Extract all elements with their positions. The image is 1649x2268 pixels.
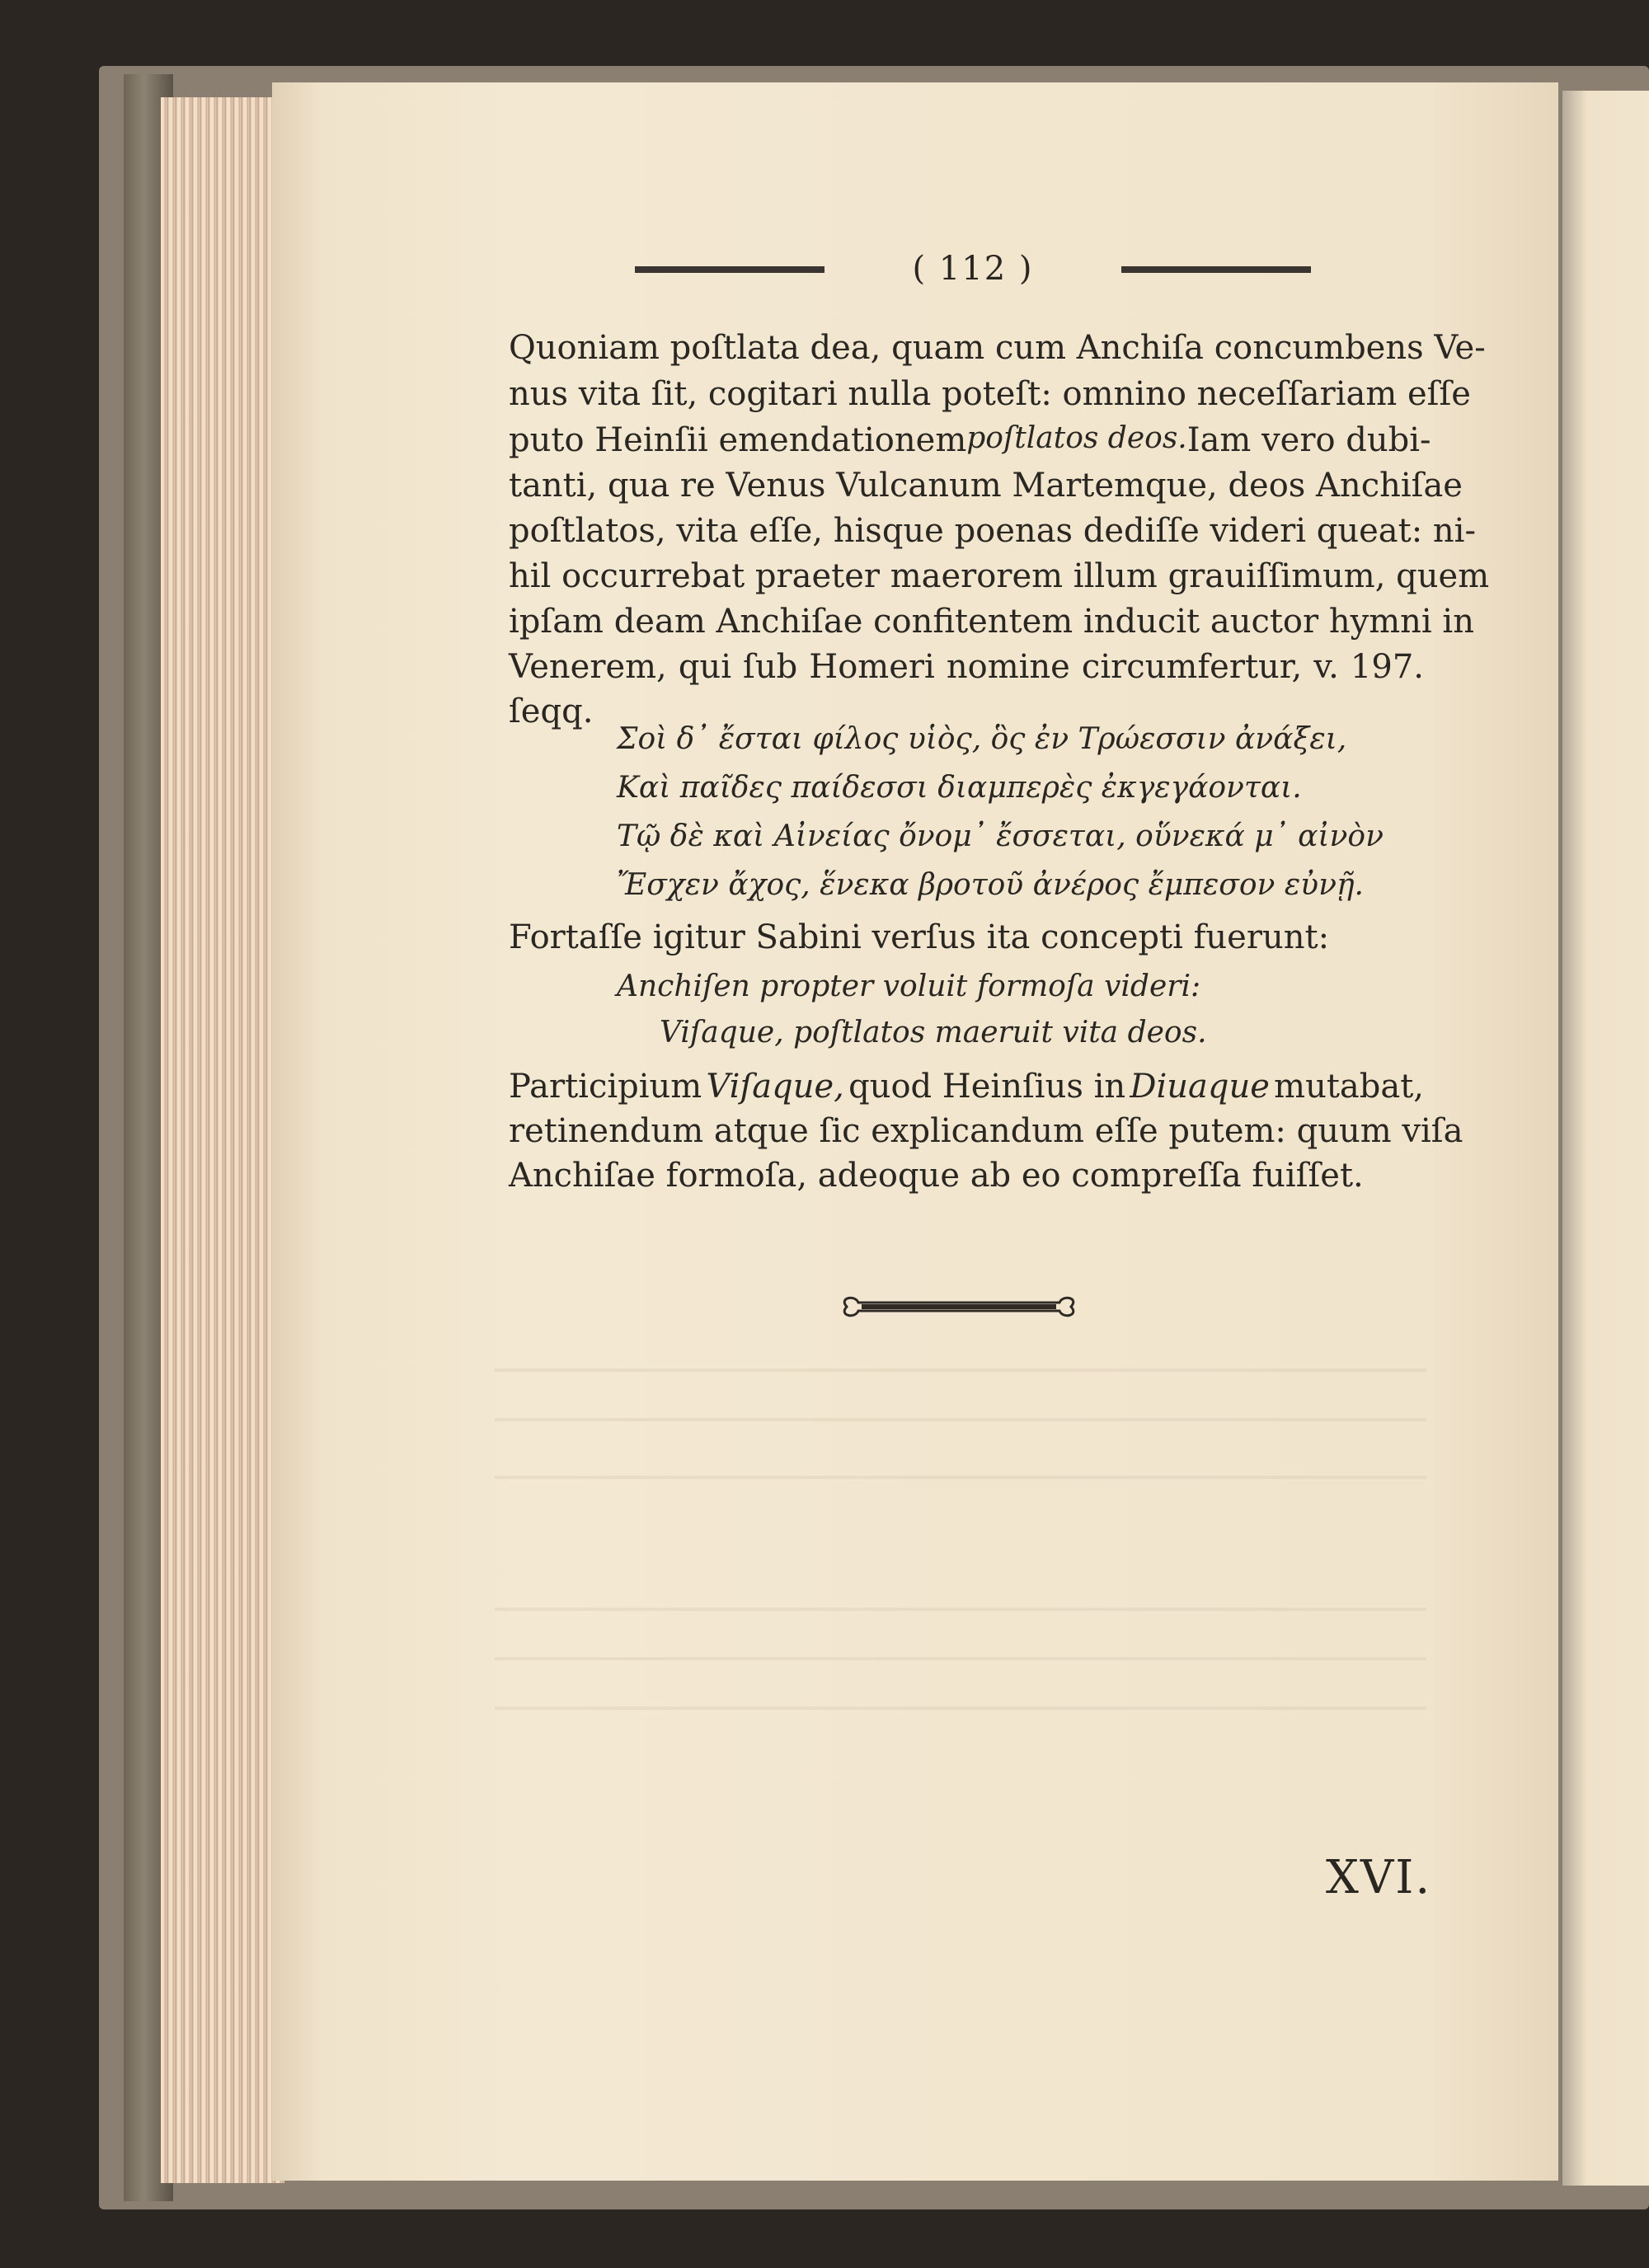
body-line: Anchiſae formoſa, adeoque ab eo compreſſa fuiſſet. <box>509 1157 1364 1195</box>
show-through <box>495 1707 1426 1710</box>
body-line: hil occurrebat praeter maerorem illum grauiſſimum, quem <box>509 557 1490 595</box>
header-rule-right <box>1121 266 1311 273</box>
show-through <box>495 1657 1426 1660</box>
body-text: Iam vero dubi- <box>1186 421 1431 459</box>
header-rule-left <box>635 266 824 273</box>
greek-verse-line: Σοὶ δ᾽ ἔσται φίλος υἱὸς, ὃς ἐν Τρώεσσιν ἀνάξει, <box>617 722 1347 756</box>
show-through <box>495 1418 1426 1421</box>
emphasis-text: Diuaque <box>1130 1068 1270 1106</box>
body-line <box>509 421 1431 459</box>
body-line: poſtlatos, vita eſſe, hisque poenas dediſſe videri queat: ni- <box>509 512 1476 550</box>
body-line: ſeqq. <box>509 693 594 730</box>
body-text: Participium <box>509 1068 702 1106</box>
show-through <box>495 1369 1426 1372</box>
body-line: nus vita ſit, cogitari nulla poteſt: omnino neceſſariam eſſe <box>509 375 1471 413</box>
emphasis-text: Viſaque, <box>706 1068 844 1106</box>
tailpiece-ornament <box>837 1293 1080 1321</box>
body-text: puto Heinſii emendationem <box>509 421 967 459</box>
body-line: Fortaſſe igitur Sabini verſus ita concepti fuerunt: <box>509 918 1330 956</box>
greek-verse-line: Καὶ παῖδες παίδεσσι διαμπερὲς ἐκγεγάονται. <box>617 771 1302 805</box>
catchword: XVI. <box>1326 1851 1432 1904</box>
body-line: Quoniam poſtlata dea, quam cum Anchiſa concumbens Ve- <box>509 329 1486 367</box>
body-line: retinendum atque ſic explicandum eſſe putem: quum viſa <box>509 1112 1463 1150</box>
latin-verse-line: Anchiſen propter voluit formoſa videri: <box>617 970 1201 1003</box>
page-edges <box>161 97 284 2183</box>
facing-page-edge <box>1562 91 1649 2186</box>
emphasis-text: poſtlatos deos. <box>966 421 1187 455</box>
body-line: tanti, qua re Venus Vulcanum Martemque, deos Anchiſae <box>509 467 1463 505</box>
running-header <box>635 250 1344 299</box>
latin-verse-line: Viſaque, poſtlatos maeruit vita deos. <box>660 1016 1207 1049</box>
body-line: Venerem, qui ſub Homeri nomine circumfertur, v. 197. <box>509 648 1424 686</box>
show-through <box>495 1608 1426 1611</box>
body-text: mutabat, <box>1274 1068 1424 1106</box>
body-line: ipſam deam Anchiſae confitentem inducit auctor hymni in <box>509 603 1474 641</box>
page-number: ( 112 ) <box>912 250 1034 288</box>
body-text: quod Heinſius in <box>848 1068 1126 1106</box>
greek-verse-line: Ἔσχεν ἄχος, ἕνεκα βροτοῦ ἀνέρος ἔμπεσον εὐνῇ. <box>617 868 1364 902</box>
greek-verse-line: Τῷ δὲ καὶ Αἰνείας ὄνομ᾽ ἔσσεται, οὕνεκά μ᾽ αἰνὸν <box>617 819 1384 853</box>
body-line <box>509 1068 1424 1106</box>
show-through <box>495 1476 1426 1479</box>
